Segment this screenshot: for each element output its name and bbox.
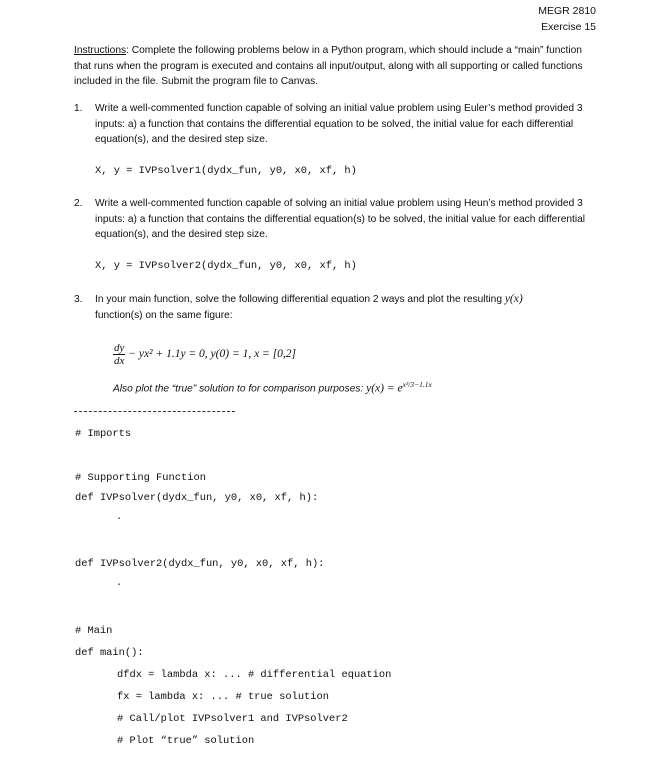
main-line-dfdx: dfdx = lambda x: ... # differential equation: [117, 669, 392, 681]
course-code: MEGR 2810: [538, 5, 596, 17]
true-solution-math: y(x) = e: [366, 382, 403, 395]
dashed-divider: [74, 411, 235, 412]
main-line-plot: # Plot “true” solution: [117, 735, 255, 747]
ode-equation: [113, 342, 296, 367]
ode-denominator: dx: [114, 355, 125, 367]
supporting-comment: # Supporting Function: [75, 472, 206, 484]
problem-3-text: [95, 292, 605, 323]
def-ivpsolver: def IVPsolver(dydx_fun, y0, x0, xf, h):: [75, 492, 319, 504]
problem-2-signature: X, y = IVPsolver2(dydx_fun, y0, x0, xf, h): [95, 260, 357, 272]
true-solution-text: Also plot the “true” solution to for comparison purposes:: [113, 383, 367, 395]
main-comment: # Main: [75, 625, 113, 637]
ellipsis-dot-2: .: [116, 578, 123, 589]
document-header: [538, 3, 596, 35]
imports-comment: # Imports: [75, 428, 132, 440]
instructions-text: : Complete the following problems below in a Python program, which should include a “main” function that runs when the program is executed and contains all input/output, along with all supporting or called functions included in the file. Submit the program file to Canvas.: [74, 45, 583, 87]
problem-1-signature: X, y = IVPsolver1(dydx_fun, y0, x0, xf, h): [95, 165, 357, 177]
problem-1-text: Write a well-commented function capable of solving an initial value problem using Euler’s method provided 3 inputs: a) a function that contains the differential equation to be solved, the initial value for each differential equation(s), and the desired step size.: [95, 103, 583, 145]
def-main: def main():: [75, 647, 144, 659]
def-ivpsolver2: def IVPsolver2(dydx_fun, y0, x0, xf, h):: [75, 558, 325, 570]
main-line-call: # Call/plot IVPsolver1 and IVPsolver2: [117, 713, 348, 725]
main-line-fx: fx = lambda x: ... # true solution: [117, 691, 330, 703]
problem-1-number: 1.: [74, 103, 83, 114]
instructions-label: Instructions: [74, 45, 127, 56]
ellipsis-dot-1: .: [116, 512, 123, 523]
problem-2-text: Write a well-commented function capable of solving an initial value problem using Heun’s method provided 3 inputs: a) a function that contains the differential equation(s) to be solved, the initial value for each differential equation(s), and the desired step size.: [95, 198, 586, 240]
exercise-title: Exercise 15: [541, 21, 596, 33]
instructions-paragraph: [74, 43, 594, 90]
true-solution-line: [113, 380, 432, 394]
ode-rest: − yx² + 1.1y = 0, y(0) = 1, x = [0,2]: [128, 348, 297, 361]
true-solution-exponent: x³/3−1.1x: [402, 380, 432, 389]
ode-numerator: dy: [114, 342, 125, 354]
problem-3-text-line2: function(s) on the same figure:: [95, 309, 233, 321]
problem-2-number: 2.: [74, 198, 83, 209]
problem-3-text-main: In your main function, solve the following differential equation 2 ways and plot the resulting: [95, 294, 505, 305]
problem-3-number: 3.: [74, 294, 83, 305]
ode-fraction: [113, 342, 125, 367]
problem-3-text-math: y(x): [504, 293, 523, 305]
